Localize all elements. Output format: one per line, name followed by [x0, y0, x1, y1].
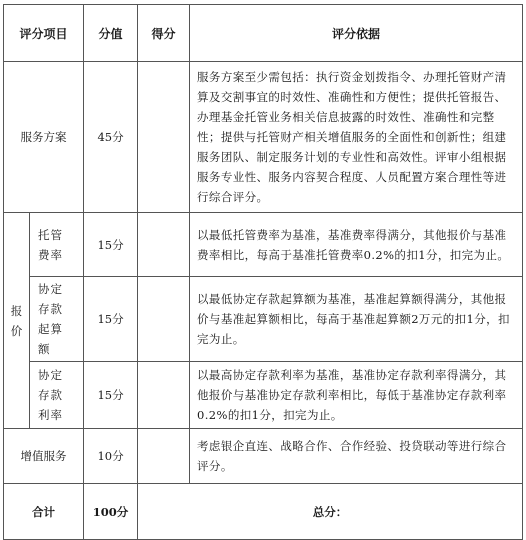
price-deposit-rate-basis: 以最高协定存款利率为基准，基准协定存款利率得满分，其他报价与基准协定存款利率相比，每低于基准协定存款利率0.2%的扣1分，扣完为止。 — [190, 362, 523, 429]
price-fee-basis: 以最低托管费率为基准，基准费率得满分，其他报价与基准费率相比，每高于基准托管费率0.2%的扣1分，扣完为止。 — [190, 213, 523, 277]
total-score: 100分 — [84, 484, 138, 540]
header-score: 分值 — [84, 5, 138, 62]
price-group-cell — [4, 213, 30, 429]
price-fee-points-cell — [138, 213, 190, 277]
service-name: 服务方案 — [4, 62, 84, 213]
price-deposit-rate-score: 15分 — [84, 362, 138, 429]
total-name: 合计 — [4, 484, 84, 540]
value-added-points-cell — [138, 429, 190, 484]
value-added-score: 10分 — [84, 429, 138, 484]
header-row — [4, 5, 523, 62]
header-item: 评分项目 — [4, 5, 84, 62]
header-points: 得分 — [138, 5, 190, 62]
price-deposit-amount-basis: 以最低协定存款起算额为基准，基准起算额得满分，其他报价与基准起算额相比，每高于基准起算额2万元的扣1分，扣完为止。 — [190, 277, 523, 362]
price-deposit-amount-points-cell — [138, 277, 190, 362]
table-row-price-deposit-amount — [4, 277, 523, 362]
service-score: 45分 — [84, 62, 138, 213]
service-points-cell — [138, 62, 190, 213]
header-basis: 评分依据 — [190, 5, 523, 62]
price-deposit-rate-name: 协定存款利率 — [30, 362, 84, 429]
table-row-price-fee — [4, 213, 523, 277]
price-deposit-amount-score: 15分 — [84, 277, 138, 362]
value-added-name: 增值服务 — [4, 429, 84, 484]
total-basis: 总分： — [138, 484, 523, 540]
table-row-value-added — [4, 429, 523, 484]
price-fee-score: 15分 — [84, 213, 138, 277]
price-deposit-amount-name: 协定存款起算额 — [30, 277, 84, 362]
table-row-service — [4, 62, 523, 213]
price-group-name: 报价 — [10, 303, 23, 338]
scoring-table — [3, 4, 523, 540]
table-row-total — [4, 484, 523, 540]
value-added-basis: 考虑银企直连、战略合作、合作经验、投贷联动等进行综合评分。 — [190, 429, 523, 484]
price-fee-name: 托管费率 — [30, 213, 84, 277]
price-deposit-rate-points-cell — [138, 362, 190, 429]
table-row-price-deposit-rate — [4, 362, 523, 429]
service-basis: 服务方案至少需包括：执行资金划拨指令、办理托管财产清算及交割事宜的时效性、准确性和方便性；提供托管报告、办理基金托管业务相关信息披露的时效性、准确性和完整性；提供与托管财产相关增值服务的全面性和创新性；组建服务团队、制定服务计划的专业性和高效性。评审小组根据服务专业性、服务内容契合程度、人员配置方案合理性等进行综合评分。 — [190, 62, 523, 213]
